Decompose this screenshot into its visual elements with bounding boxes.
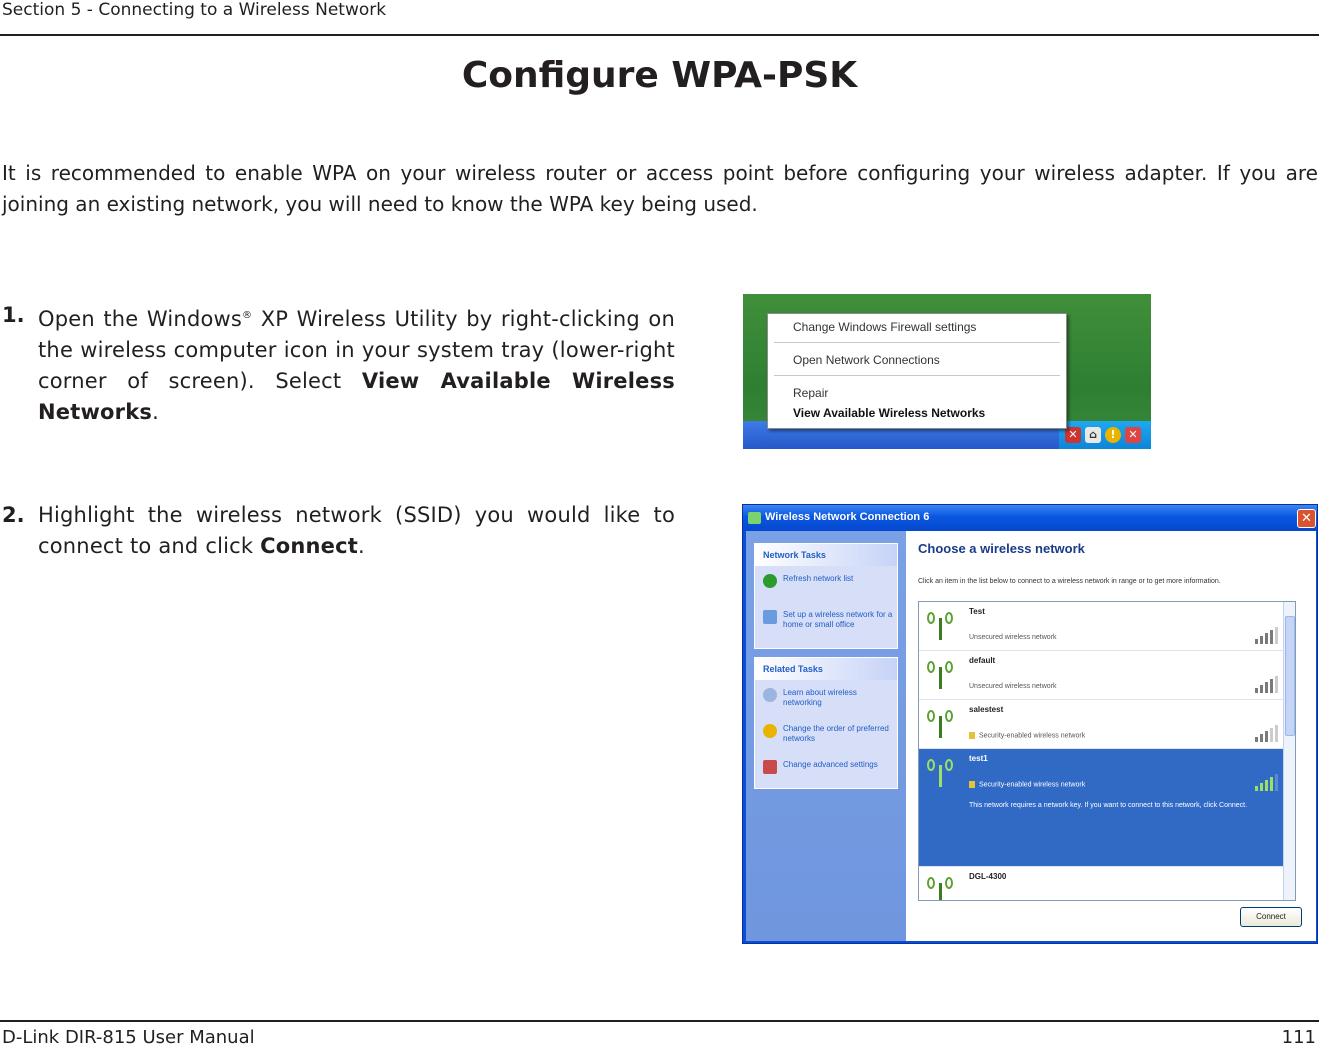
network-name: default [969, 656, 996, 665]
step-number: 2. [2, 503, 25, 527]
network-list [918, 601, 1296, 901]
task-advanced-settings[interactable] [755, 752, 897, 788]
task-learn-wireless[interactable] [755, 680, 897, 716]
task-label: Change the order of preferred networks [783, 724, 889, 743]
network-status: Unsecured wireless network [969, 683, 1057, 690]
step-bold-term: Connect [260, 534, 359, 558]
task-setup-network[interactable] [755, 602, 897, 648]
menu-separator [774, 342, 1060, 343]
network-name: Test [969, 607, 985, 616]
connect-button[interactable]: Connect [1240, 907, 1302, 927]
choose-network-heading: Choose a wireless network [918, 541, 1085, 556]
tray-context-menu-screenshot [743, 294, 1151, 449]
network-status-text: Security-enabled wireless network [979, 732, 1086, 740]
refresh-icon [763, 574, 777, 588]
system-tray [1059, 421, 1151, 449]
signal-strength-icon [1255, 675, 1279, 693]
window-title: Wireless Network Connection 6 [765, 511, 930, 523]
task-label: Learn about wireless networking [783, 688, 857, 707]
wireless-network-icon [927, 873, 955, 901]
network-tasks-box [754, 543, 898, 649]
network-connection-icon [748, 512, 761, 524]
context-menu [767, 313, 1067, 429]
menu-item-view-networks[interactable]: View Available Wireless Networks [793, 406, 986, 420]
network-name: test1 [969, 754, 988, 763]
wireless-icon[interactable]: ✕ [1125, 427, 1141, 443]
step-2 [0, 500, 675, 562]
signal-strength-icon [1255, 626, 1279, 644]
wireless-network-icon [927, 657, 955, 691]
menu-item-network-connections[interactable]: Open Network Connections [793, 353, 940, 367]
network-status-text: Security-enabled wireless network [979, 781, 1086, 789]
task-label: Change advanced settings [783, 760, 878, 769]
signal-strength-icon [1255, 724, 1279, 742]
list-item[interactable] [919, 700, 1285, 749]
step-text-part: Highlight the wireless network (SSID) you would like to connect to and click [38, 503, 675, 558]
wireless-network-icon [927, 706, 955, 740]
network-name: salestest [969, 705, 1004, 714]
step-bold-term: View Available Wireless Networks [38, 369, 675, 424]
lock-icon [969, 781, 975, 788]
step-text-part: XP Wireless Utility by right-clicking on the wireless computer icon in your system tray (lower-right corner of screen). Select [38, 307, 675, 393]
close-button[interactable]: ✕ [1297, 509, 1316, 528]
footer-manual-title: D-Link DIR-815 User Manual [2, 1027, 255, 1048]
network-status [969, 781, 1085, 788]
scroll-thumb[interactable] [1285, 616, 1295, 736]
menu-item-repair[interactable]: Repair [793, 386, 829, 400]
task-pane [746, 531, 906, 941]
list-item[interactable] [919, 651, 1285, 700]
shield-icon[interactable]: ! [1105, 427, 1121, 443]
task-label: Refresh network list [783, 574, 854, 583]
step-text-part: Open the Windows [38, 307, 243, 331]
window-titlebar [743, 505, 1318, 531]
network-key-note: This network requires a network key. If you want to connect to this network, click Connect. [969, 802, 1248, 809]
intro-paragraph: It is recommended to enable WPA on your wireless router or access point before configuring your wireless adapter. If you are joining an existing network, you will need to know the WPA key being used. [2, 161, 1318, 216]
home-icon[interactable]: ⌂ [1085, 427, 1101, 443]
step-text-part: . [152, 400, 159, 424]
top-rule [0, 34, 1319, 36]
menu-separator [774, 375, 1060, 376]
setup-icon [763, 610, 777, 624]
page-number: 111 [1281, 1027, 1316, 1048]
list-item[interactable] [919, 602, 1285, 651]
registered-mark: ® [242, 310, 253, 321]
task-change-order[interactable] [755, 716, 897, 752]
network-name: DGL-4300 [969, 872, 1007, 881]
step-text [38, 500, 675, 562]
wireless-network-window-screenshot [742, 504, 1318, 944]
bottom-rule [0, 1020, 1319, 1022]
network-list-scrollbar[interactable] [1283, 602, 1295, 900]
step-1 [0, 300, 675, 428]
task-refresh-network-list[interactable] [755, 566, 897, 602]
network-icon[interactable]: ✕ [1065, 427, 1081, 443]
network-tasks-header: Network Tasks [755, 544, 897, 566]
help-icon [763, 688, 777, 702]
settings-icon [763, 760, 777, 774]
wireless-network-icon [927, 755, 955, 789]
section-title: Section 5 - Connecting to a Wireless Network [2, 0, 387, 20]
related-tasks-header: Related Tasks [755, 658, 897, 680]
related-tasks-box [754, 657, 898, 789]
network-status [969, 732, 1085, 739]
choose-network-description: Click an item in the list below to connect to a wireless network in range or to get more information. [918, 578, 1221, 585]
step-number: 1. [2, 303, 25, 327]
page-title: Configure WPA-PSK [461, 55, 858, 96]
network-status: Unsecured wireless network [969, 634, 1057, 641]
step-text [38, 300, 675, 428]
signal-strength-icon [1255, 773, 1279, 791]
star-icon [763, 724, 777, 738]
step-text-part: . [358, 534, 365, 558]
list-item-selected[interactable] [919, 749, 1285, 867]
menu-item-firewall[interactable]: Change Windows Firewall settings [793, 320, 977, 334]
main-pane [906, 531, 1316, 941]
list-item[interactable] [919, 867, 1285, 901]
wireless-network-icon [927, 608, 955, 642]
task-label: Set up a wireless network for a home or small office [783, 610, 893, 629]
lock-icon [969, 732, 975, 739]
